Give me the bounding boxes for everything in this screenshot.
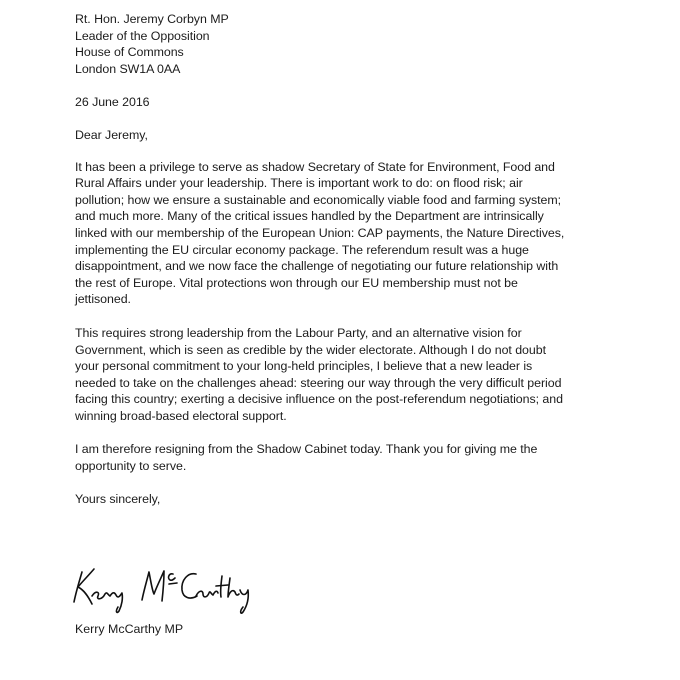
- paragraph-line: This requires strong leadership from the Labour Party, and an alternative vision for: [75, 325, 522, 340]
- letter-date: 26 June 2016: [75, 95, 150, 110]
- paragraph-line: facing this country; exerting a decisive influence on the post-referendum negotiations; and: [75, 392, 563, 407]
- paragraph-2: [75, 325, 615, 425]
- paragraph-line: needed to take on the challenges ahead: steering our way through the very difficult period: [75, 375, 562, 390]
- signer-name: Kerry McCarthy MP: [75, 622, 184, 636]
- paragraph-line: Government, which is seen as credible by the wider electorate. Although I do not doubt: [75, 342, 546, 357]
- paragraph-line: disappointment, and we now face the challenge of negotiating our future relationship with: [75, 259, 559, 274]
- paragraph-line: jettisoned.: [75, 292, 131, 307]
- salutation: Dear Jeremy,: [75, 127, 148, 142]
- paragraph-line: Rural Affairs under your leadership. There is important work to do: on flood risk; air: [75, 176, 523, 191]
- paragraph-line: implementing the EU circular economy package. The referendum result was a huge: [75, 242, 529, 257]
- paragraph-line: opportunity to serve.: [75, 459, 187, 474]
- paragraph-line: winning broad-based electoral support.: [75, 408, 287, 423]
- paragraph-3: [75, 441, 615, 474]
- recipient-address: [75, 11, 615, 77]
- closing: Yours sincerely,: [75, 491, 161, 506]
- recipient-title: Leader of the Opposition: [75, 28, 210, 43]
- paragraph-line: It has been a privilege to serve as shadow Secretary of State for Environment, Food and: [75, 159, 555, 174]
- paragraph-line: linked with our membership of the European Union: CAP payments, the Nature Directives,: [75, 225, 565, 240]
- paragraph-1: [75, 159, 615, 308]
- paragraph-line: I am therefore resigning from the Shadow Cabinet today. Thank you for giving me the: [75, 442, 538, 457]
- handwritten-signature: [70, 560, 260, 615]
- paragraph-line: your personal commitment to your long-held principles, I believe that a new leader is: [75, 359, 533, 374]
- paragraph-line: pollution; how we ensure a sustainable and economically viable food and farming system;: [75, 192, 562, 207]
- paragraph-line: the rest of Europe. Vital protections won through our EU membership must not be: [75, 275, 518, 290]
- paragraph-line: and much more. Many of the critical issues handled by the Department are intrinsically: [75, 209, 544, 224]
- recipient-city: London SW1A 0AA: [75, 61, 181, 76]
- recipient-house: House of Commons: [75, 45, 184, 60]
- recipient-name: Rt. Hon. Jeremy Corbyn MP: [75, 12, 229, 26]
- letter-body: [75, 11, 615, 507]
